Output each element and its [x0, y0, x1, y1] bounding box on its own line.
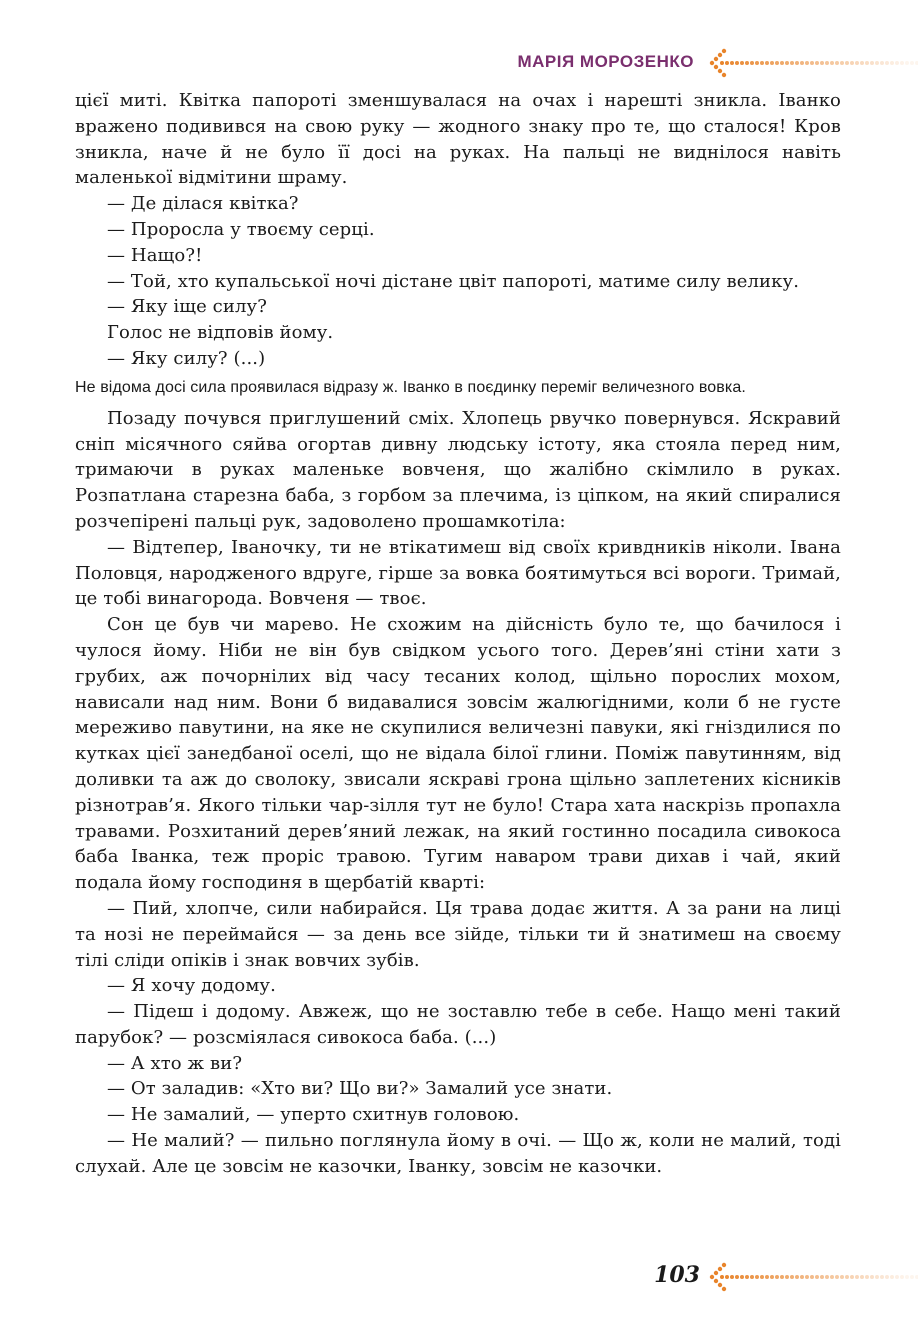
text-body — [75, 88, 841, 1180]
summary-note: Не відома досі сила проявилася відразу ж. Іванко в поєдинку переміг величезного вовка. — [75, 378, 746, 396]
paragraph: — А хто ж ви? — [107, 1052, 243, 1074]
paragraph: — От заладив: «Хто ви? Що ви?» Замалий усе знати. — [107, 1078, 613, 1100]
paragraph: — Я хочу додому. — [107, 975, 276, 997]
paragraph: — Пий, хлопче, сили набирайся. Ця трава додає життя. А за рани на лиці та нозі не переймайся — за день все зійде, тільки ти й знатимеш на своєму тілі сліди опіків і знак вовчих зубів. — [75, 897, 841, 971]
paragraph: — Яку іще силу? — [107, 296, 267, 318]
arrow-dots-decoration-icon — [706, 1262, 918, 1292]
paragraph: — Не малий? — пильно поглянула йому в очі. — Що ж, коли не малий, тоді слухай. Але це зовсім не казочки, Іванку, зовсім не казочки. — [75, 1130, 841, 1177]
paragraph: цієї миті. Квітка папороті зменшувалася на очах і нарешті зникла. Іванко вражено подивився на свою руку — жодного знаку про те, що сталося! Кров зникла, наче й не було її досі на руках. На пальці не виднілося навіть маленької відмітини шраму. — [75, 90, 841, 189]
author-name: МАРІЯ МОРОЗЕНКО — [517, 52, 694, 71]
paragraph: — Не замалий, — уперто схитнув головою. — [107, 1104, 520, 1126]
paragraph: Голос не відповів йому. — [107, 322, 334, 344]
paragraph: Позаду почувся приглушений сміх. Хлопець рвучко повернувся. Яскравий сніп місячного сяйва огортав дивну людську істоту, яка стояла перед ним, тримаючи в руках маленьке вовченя, що жалібно скімлило в руках. Розпатлана старезна баба, з горбом за плечима, із ціпком, на який спиралися розчепірені пальці рук, задоволено прошамкотіла: — [75, 407, 841, 532]
paragraph: — Де ділася квітка? — [107, 193, 299, 215]
page-number: 103 — [654, 1262, 700, 1288]
paragraph: — Той, хто купальської ночі дістане цвіт папороті, матиме силу велику. — [107, 270, 800, 292]
paragraph: — Підеш і додому. Авжеж, що не зоставлю тебе в себе. Нащо мені такий парубок? — розсміялася сивокоса баба. (...) — [75, 1001, 841, 1048]
paragraph: — Відтепер, Іваночку, ти не втікатимеш від своїх кривдників ніколи. Івана Половця, народженого вдруге, гірше за вовка боятимуться всі вороги. Тримай, це тобі винагорода. Вовченя — твоє. — [75, 536, 841, 610]
arrow-dots-decoration-icon — [706, 48, 918, 78]
page-header — [0, 48, 918, 82]
paragraph: — Яку силу? (...) — [107, 347, 266, 369]
page-footer — [0, 1262, 918, 1302]
paragraph: — Проросла у твоєму серці. — [107, 218, 375, 240]
paragraph: Сон це був чи марево. Не схожим на дійсність було те, що бачилося і чулося йому. Ніби не він був свідком усього того. Дерев’яні стіни хати з грубих, аж почорнілих від часу тесаних колод, щільно порослих мохом, нависали над ним. Вони б видавалися зовсім жалюгідними, коли б не густе мереживо павутини, на яке не скупилися величезні павуки, які гніздилися по кутках цієї занедбаної оселі, що не відала білої глини. Поміж павутинням, від доливки та аж до сволоку, звисали яскраві грона щільно заплетених кісників різнотрав’я. Якого тільки чар-зілля тут не було! Стара хата наскрізь пропахла травами. Розхитаний дерев’яний лежак, на який гостинно посадила сивокоса баба Іванка, теж проріс травою. Тугим наваром трави дихав і чай, який подала йому господиня в щербатій кварті: — [75, 614, 841, 894]
paragraph: — Нащо?! — [107, 244, 203, 266]
